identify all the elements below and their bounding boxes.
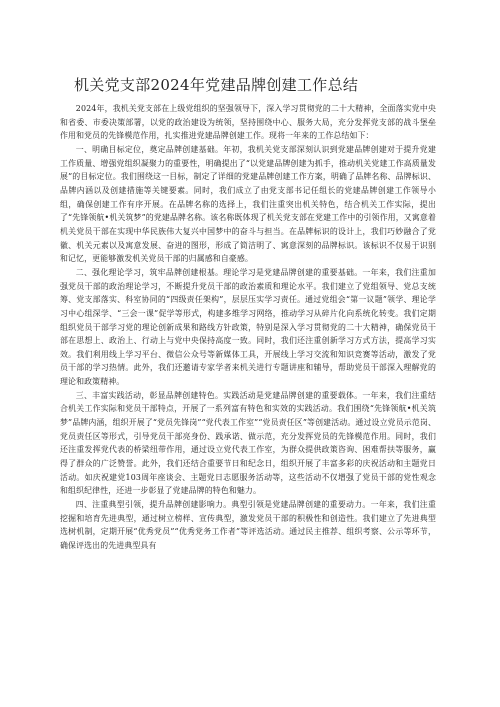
paragraph-section-4: 四、注重典型引领，提升品牌创建影响力。典型引领是党建品牌创建的重要动力。一年来，我们注重挖掘和培育先进典型，通过树立榜样、宣传典型，激发党员干部的积极性和创造性。我们建立了先进典型选树机制，定期开展“优秀党员”“优秀党务工作者”等评选活动。通过民主推荐、组织考察、公示等环节，确保评选出的先进典型具有 bbox=[60, 500, 436, 550]
paragraph-section-1: 一、明确目标定位，奠定品牌创建基础。年初，我机关党支部深刻认识到党建品牌创建对于提升党建工作质量、增强党组织凝聚力的重要性，明确提出了“以党建品牌创建为抓手，推动机关党建工作高质量发展”的目标定位。我们围绕这一目标，制定了详细的党建品牌创建工作方案，明确了品牌名称、品牌标识、品牌内涵以及创建措施等关键要素。同时，我们成立了由党支部书记任组长的党建品牌创建工作领导小组，确保创建工作有序开展。在品牌名称的选择上，我们注重突出机关特色，结合机关工作实际，提出了“先锋领航•机关筑梦”的党建品牌名称。该名称既体现了机关党支部在党建工作中的引领作用，又寓意着机关党员干部在实现中华民族伟大复兴中国梦中的奋斗与担当。在品牌标识的设计上，我们巧妙融合了党徽、机关元素以及寓意发展、奋进的图形，形成了简洁明了、寓意深刻的品牌标识。该标识不仅易于识别和记忆，更能够激发机关党员干部的归属感和自豪感。 bbox=[60, 144, 436, 264]
paragraph-intro: 2024年，我机关党支部在上级党组织的坚强领导下，深入学习贯彻党的二十大精神，全面落实党中央和省委、市委决策部署，以党的政治建设为统领，坚持围绕中心、服务大局，充分发挥党支部的战斗堡垒作用和党员的先锋模范作用，扎实推进党建品牌创建工作。现将一年来的工作总结如下： bbox=[60, 104, 436, 141]
document-body bbox=[60, 102, 436, 553]
document-title: 机关党支部2024年党建品牌创建工作总结 bbox=[74, 76, 359, 94]
paragraph-section-3: 三、丰富实践活动，彰显品牌创建特色。实践活动是党建品牌创建的重要载体。一年来，我们注重结合机关工作实际和党员干部特点，开展了一系列富有特色和实效的实践活动。我们围绕“先锋领航•机关筑梦”品牌内涵，组织开展了“党员先锋岗”“党代表工作室”“党员责任区”等创建活动。通过设立党员示范岗、党员责任区等形式，引导党员干部亮身份、践承诺、做示范，充分发挥党员的先锋模范作用。同时，我们还注重发挥党代表的桥梁纽带作用，通过设立党代表工作室，为群众提供政策咨询、困难帮扶等服务，赢得了群众的广泛赞誉。此外，我们还结合重要节日和纪念日，组织开展了丰富多彩的庆祝活动和主题党日活动。如庆祝建党103周年座谈会、主题党日志愿服务活动等，这些活动不仅增强了党员干部的党性观念和组织纪律性，还进一步彰显了党建品牌的特色和魅力。 bbox=[60, 390, 436, 496]
paragraph-section-2: 二、强化理论学习，筑牢品牌创建根基。理论学习是党建品牌创建的重要基础。一年来，我们注重加强党员干部的政治理论学习，不断提升党员干部的政治素质和理论水平。我们建立了党组领导、党总支统筹、党支部落实、科室协同的“四级责任架构”，层层压实学习责任。通过党组会“第一议题”领学、理论学习中心组深学、“三会一课”促学等形式，构建多维学习网络，推动学习从碎片化向系统化转变。我们定期组织党员干部学习党的理论创新成果和路线方针政策，特别是深入学习贯彻党的二十大精神，确保党员干部在思想上、政治上、行动上与党中央保持高度一致。同时，我们还注重创新学习方式方法，提高学习实效。我们利用线上学习平台、微信公众号等新媒体工具，开展线上学习交流和知识竞赛等活动，激发了党员干部的学习热情。此外，我们还邀请专家学者来机关进行专题讲座和辅导，帮助党员干部深入理解党的理论和政策精神。 bbox=[60, 267, 436, 387]
